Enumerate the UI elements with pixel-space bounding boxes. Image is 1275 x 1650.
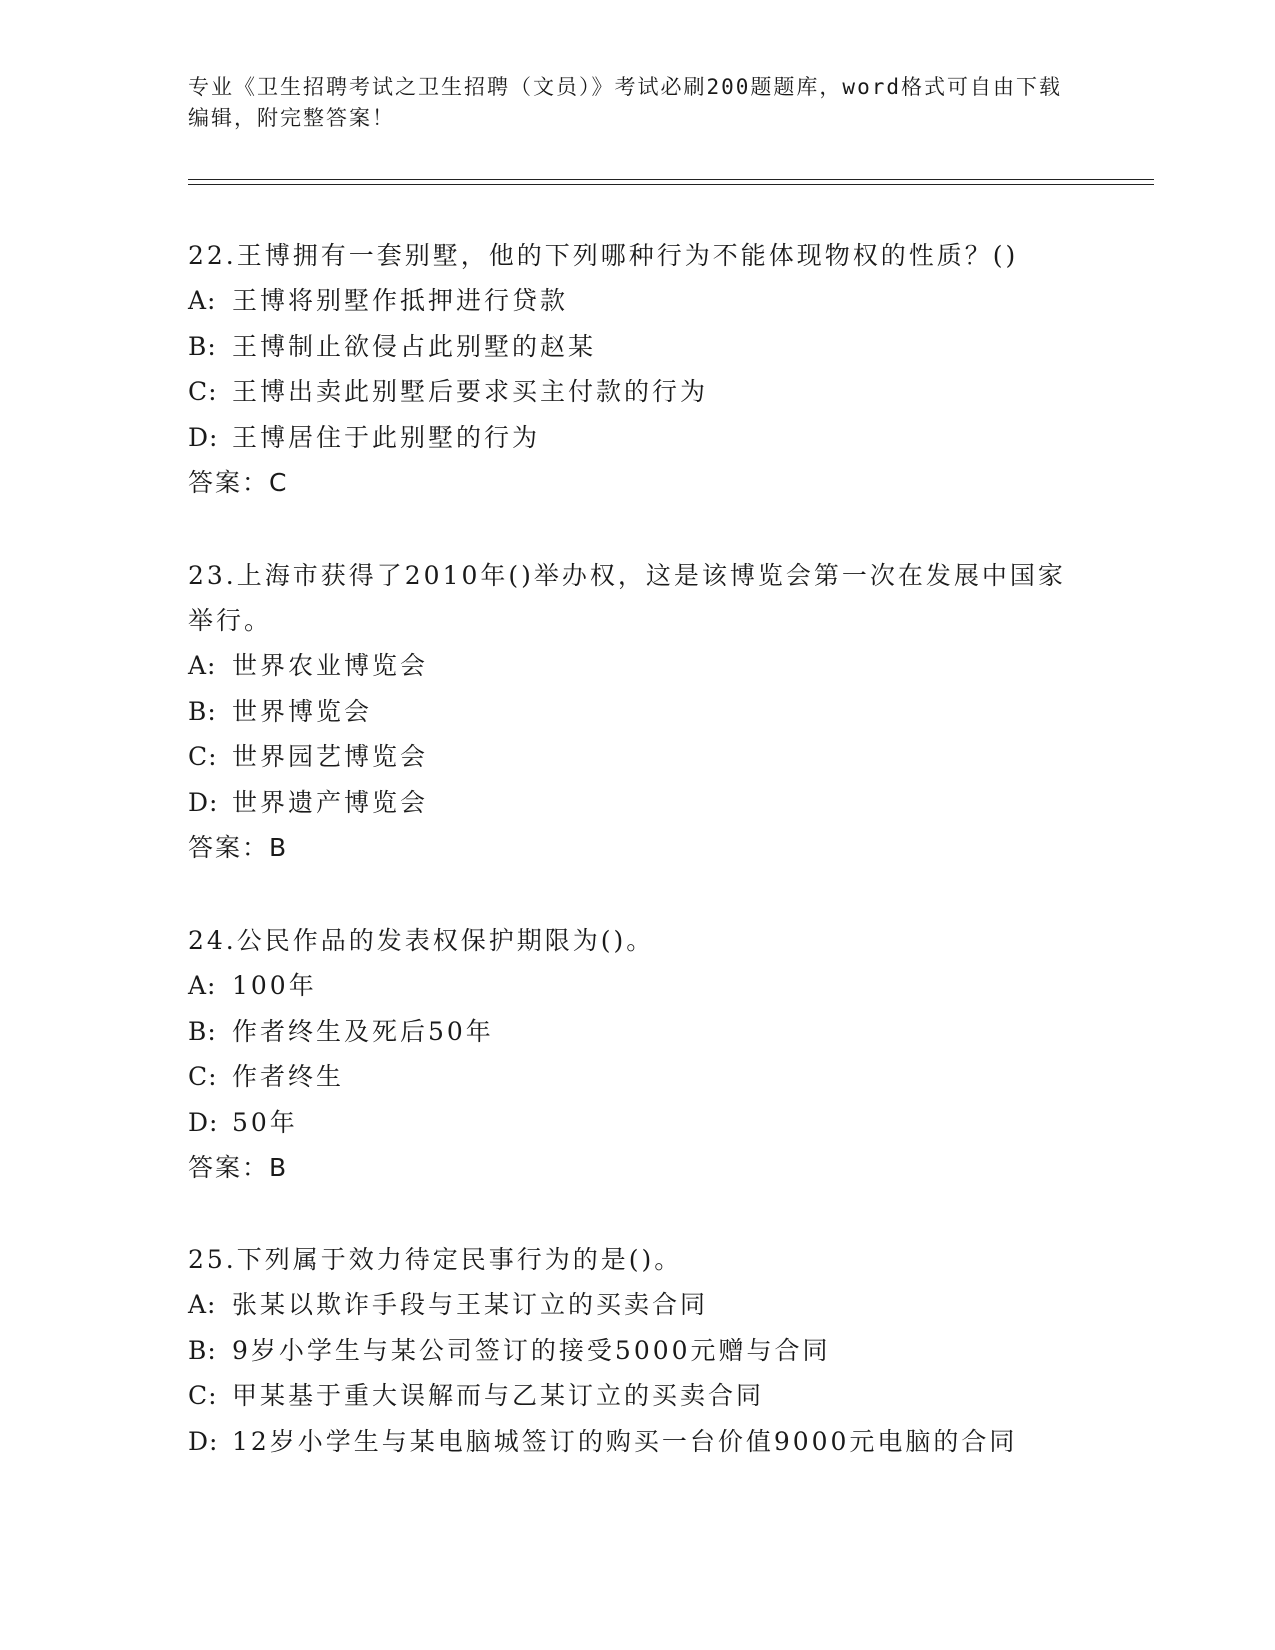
option-letter: D:	[188, 787, 219, 817]
option-a	[188, 1282, 1088, 1328]
option-letter: B:	[188, 696, 217, 726]
answer-label: 答案：C	[188, 468, 289, 497]
option-letter: A:	[188, 286, 217, 315]
option-letter: A:	[188, 1290, 217, 1319]
option-text: 100年	[232, 971, 317, 1000]
option-letter: C:	[188, 1381, 218, 1410]
option-text: 世界博览会	[232, 696, 373, 726]
option-text: 作者终生及死后50年	[232, 1016, 494, 1046]
option-d	[188, 1419, 1088, 1465]
option-letter: C:	[188, 1062, 218, 1091]
option-text: 王博居住于此别墅的行为	[232, 422, 541, 452]
question-22	[188, 233, 1088, 505]
header-divider-top	[188, 179, 1154, 180]
option-d	[188, 415, 1088, 461]
question-24	[188, 918, 1088, 1190]
question-stem: 23.上海市获得了2010年()举办权，这是该博览会第一次在发展中国家举行。	[188, 561, 1066, 635]
answer-label: 答案：B	[188, 833, 289, 862]
option-text: 张某以欺诈手段与王某订立的买卖合同	[232, 1290, 709, 1319]
question-stem: 24.公民作品的发表权保护期限为()。	[188, 926, 655, 955]
option-text: 王博制止欲侵占此别墅的赵某	[232, 331, 597, 361]
option-letter: D:	[188, 1426, 219, 1456]
option-b	[188, 689, 1088, 735]
option-letter: A:	[188, 651, 217, 680]
option-c	[188, 369, 1088, 415]
option-letter: B:	[188, 331, 217, 361]
option-b	[188, 1328, 1088, 1374]
question-stem: 25.下列属于效力待定民事行为的是()。	[188, 1245, 683, 1274]
option-a	[188, 963, 1088, 1009]
option-b	[188, 1009, 1088, 1055]
option-letter: A:	[188, 971, 217, 1000]
header-divider-bottom	[188, 184, 1154, 185]
option-text: 王博出卖此别墅后要求买主付款的行为	[232, 377, 709, 406]
question-25	[188, 1237, 1088, 1464]
option-text: 世界遗产博览会	[232, 787, 429, 817]
option-letter: C:	[188, 742, 218, 771]
answer-label: 答案：B	[188, 1153, 289, 1182]
option-c	[188, 1054, 1088, 1100]
option-a	[188, 278, 1088, 324]
option-text: 王博将别墅作抵押进行贷款	[232, 286, 569, 315]
option-d	[188, 1100, 1088, 1146]
option-text: 世界农业博览会	[232, 651, 429, 680]
option-letter: B:	[188, 1016, 217, 1046]
question-stem: 22.王博拥有一套别墅，他的下列哪种行为不能体现物权的性质？()	[188, 241, 1019, 270]
option-c	[188, 734, 1088, 780]
option-text: 世界园艺博览会	[232, 742, 429, 771]
question-23	[188, 553, 1088, 870]
option-letter: C:	[188, 377, 218, 406]
option-text: 甲某基于重大误解而与乙某订立的买卖合同	[232, 1381, 765, 1410]
option-b	[188, 324, 1088, 370]
option-a	[188, 643, 1088, 689]
option-letter: B:	[188, 1335, 217, 1365]
option-text: 12岁小学生与某电脑城签订的购买一台价值9000元电脑的合同	[232, 1426, 1018, 1456]
option-letter: D:	[188, 422, 219, 452]
document-header-intro: 专业《卫生招聘考试之卫生招聘（文员）》考试必刷200题题库，word格式可自由下载编辑，附完整答案！	[188, 75, 1062, 130]
option-letter: D:	[188, 1107, 219, 1137]
option-d	[188, 780, 1088, 826]
option-c	[188, 1373, 1088, 1419]
option-text: 50年	[232, 1107, 298, 1137]
option-text: 9岁小学生与某公司签订的接受5000元赠与合同	[232, 1335, 831, 1365]
option-text: 作者终生	[232, 1062, 345, 1091]
